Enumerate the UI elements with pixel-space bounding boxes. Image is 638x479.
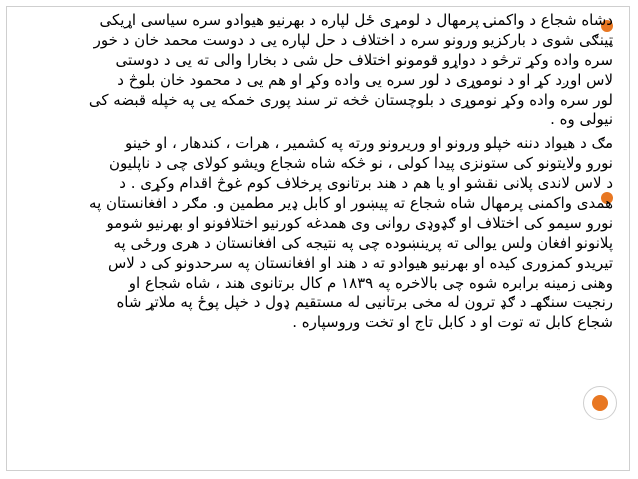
text-line: دشاه شجاع د واکمنۍ پرمهال د لومړی ځل لپاره د بهرنیو هیوادو سره سیاسی اړیکی: [99, 11, 613, 29]
text-line: د لاس لاندی پلانی نقشو او یا هم د هند برتانوی پرخلاف کوم غوڅ اقدام وکړی . د: [119, 174, 613, 193]
text-line: رنجیت سنګهـ د ګډ ترون له مخی برتانیی له مستقیم ډول د خپل پوځ په ملاتړ شاه: [116, 293, 613, 312]
slide-decoration-circle-icon: [583, 386, 617, 420]
text-line: لور سره واده وکړ نوموړی د بلوچستان څخه تر سند پوری خمکه یی په خپله قبضه کی: [88, 90, 613, 109]
text-line: نیولی وه .: [550, 110, 613, 129]
text-line: وهنی زمینه برابره شوه چی بالاخره په ۱۸۳۹ م کال برتانوی هند ، شاه شجاع او: [128, 273, 613, 292]
slide-body: [27, 11, 613, 333]
text-line: نورو ولایتونو کی ستونزی پیدا کولی ، نو څکه شاه شجاع ویشو کولای چی د ناپلیون: [109, 154, 613, 173]
text-line: تیریدو کمزوری کیده او بهرنیو هیوادو ته د هند او افغانستان په سرحدونو کی د لاس: [107, 253, 613, 272]
slide-frame: [6, 6, 630, 471]
text-line: لاس اوږد کړ او د نوموړی د لور سره یی واده وکړ او هم یی د محمود خان بلوڅ د: [117, 70, 613, 89]
text-line: پلانونو افغان ولس یوالی ته پرینښوده چی په نتیجه کی افغانستان د هری ورځی په: [113, 233, 613, 252]
paragraph-1: [27, 11, 613, 130]
text-line: ټینګی شوی د بارکزیو ورونو سره د اختلاف د حل لپاره یی د دوست محمد خان د خور: [93, 30, 613, 49]
text-line: نورو سیمو کی اختلاف او ګډوډی روانی وی همدغه کورنیو اختلافونو او بهرنیو شومو: [106, 213, 613, 232]
text-line: شجاع کابل ته توت او د کابل تاج او تخت وروسپاره .: [292, 313, 613, 332]
paragraph-2: [27, 134, 613, 333]
text-line: مګ د هیواد دننه خپلو ورونو او وریرونو ورته په کشمیر ، هرات ، کندهار ، او خینو: [124, 134, 613, 153]
text-line: همدی واکمنی پرمهال شاه شجاع ته پیښور او کابل ډیر مطمین و. مګر د افغانستان په: [89, 194, 613, 213]
text-line: سره واده وکړ ترڅو د دواړو قومونو اختلاف حل شی د بخارا والی ته یی د دوستی: [115, 50, 613, 69]
